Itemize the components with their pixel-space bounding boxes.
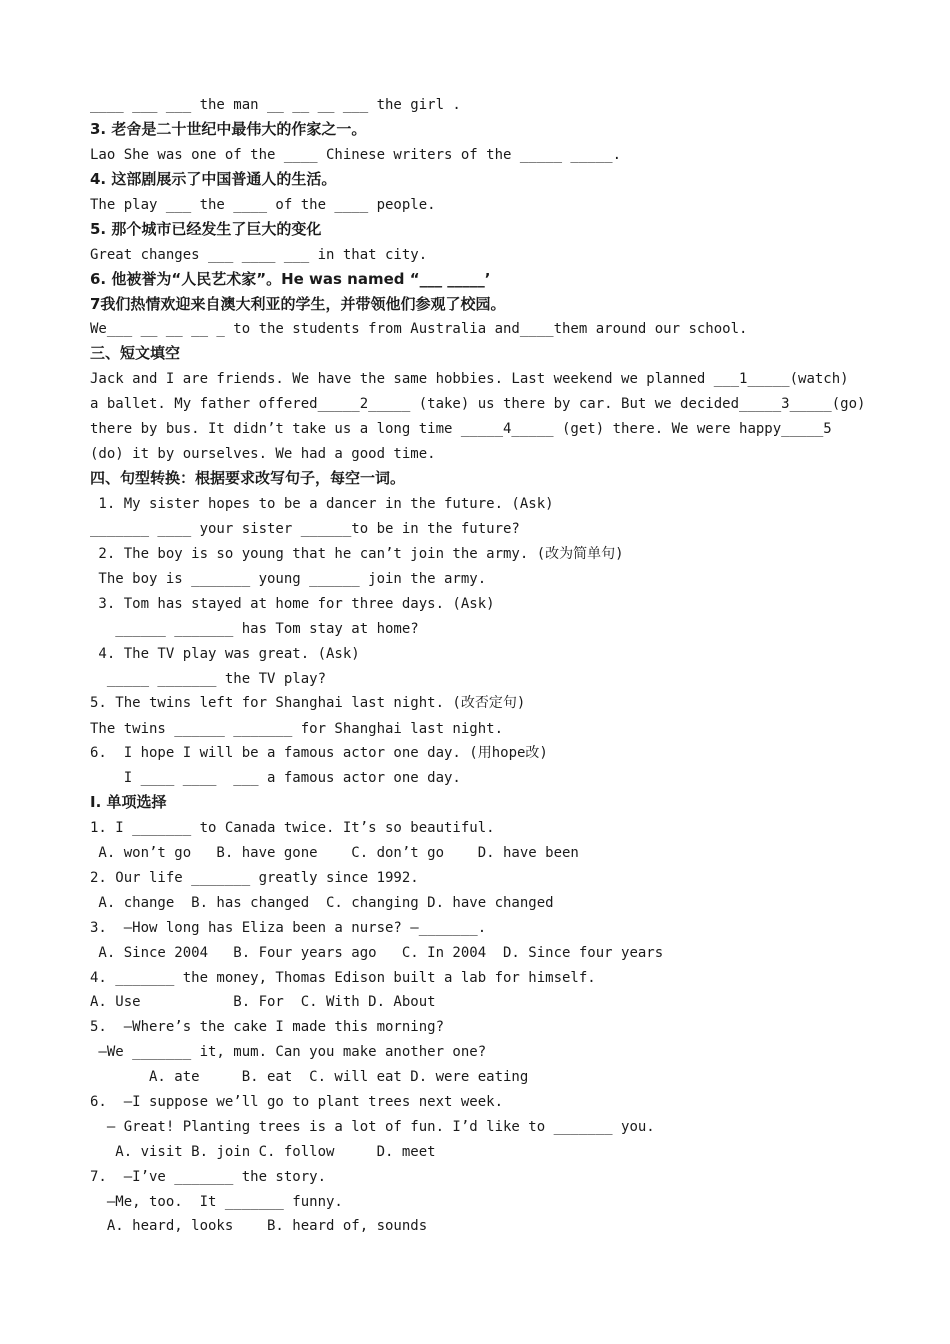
line-08: 6. 他被誉为“人民艺术家”。He was named “___ _____’ [90, 270, 491, 288]
line-22: ______ _______ has Tom stay at home? [90, 621, 419, 637]
line-40: A. ate B. eat C. will eat D. were eating [90, 1069, 529, 1085]
line-35: A. Since 2004 B. Four years ago C. In 2004 D. Since four years [90, 945, 664, 961]
line-30: 1. I _______ to Canada twice. It’s so beautiful. [90, 820, 495, 836]
line-09: 7我们热情欢迎来自澳大利亚的学生，并带领他们参观了校园。 [90, 295, 506, 313]
line-46: A. heard, looks B. heard of, sounds [90, 1218, 428, 1234]
line-36: 4. _______ the money, Thomas Edison built a lab for himself. [90, 970, 596, 986]
line-41: 6. –I suppose we’ll go to plant trees next week. [90, 1094, 504, 1110]
line-28: I ____ ____ ___ a famous actor one day. [90, 770, 461, 786]
line-25: 5. The twins left for Shanghai last night. (改否定句) [90, 695, 526, 711]
line-33: A. change B. has changed C. changing D. have changed [90, 895, 554, 911]
line-06: 5. 那个城市已经发生了巨大的变化 [90, 220, 322, 238]
line-23: 4. The TV play was great. (Ask) [90, 646, 360, 662]
line-02: 3. 老舍是二十世纪中最伟大的作家之一。 [90, 120, 367, 138]
line-26: The twins ______ _______ for Shanghai last night. [90, 721, 504, 737]
line-17: 1. My sister hopes to be a dancer in the future. (Ask) [90, 496, 554, 512]
line-43: A. visit B. join C. follow D. meet [90, 1144, 436, 1160]
line-34: 3. –How long has Eliza been a nurse? –_______. [90, 920, 487, 936]
line-07: Great changes ___ ____ ___ in that city. [90, 247, 428, 263]
section-heading-4: 四、句型转换：根据要求改写句子，每空一词。 [90, 469, 406, 487]
line-13: a ballet. My father offered_____2_____ (take) us there by car. But we decided_____3_____(go) [90, 396, 866, 412]
line-32: 2. Our life _______ greatly since 1992. [90, 870, 419, 886]
section-heading-3: 三、短文填空 [90, 344, 181, 362]
line-15: (do) it by ourselves. We had a good time. [90, 446, 436, 462]
line-37: A. Use B. For C. With D. About [90, 994, 436, 1010]
line-04: 4. 这部剧展示了中国普通人的生活。 [90, 170, 337, 188]
line-31: A. won’t go B. have gone C. don’t go D. have been [90, 845, 579, 861]
line-14: there by bus. It didn’t take us a long time _____4_____ (get) there. We were happy_____5 [90, 421, 832, 437]
section-heading-mc: I. 单项选择 [90, 793, 167, 811]
line-39: –We _______ it, mum. Can you make another one? [90, 1044, 487, 1060]
line-05: The play ___ the ____ of the ____ people. [90, 197, 436, 213]
line-44: 7. –I’ve _______ the story. [90, 1169, 327, 1185]
line-18: _______ ____ your sister ______to be in the future? [90, 521, 520, 537]
line-12: Jack and I are friends. We have the same hobbies. Last weekend we planned ___1_____(watch) [90, 371, 849, 387]
line-10: We___ __ __ __ _ to the students from Australia and____them around our school. [90, 321, 748, 337]
line-20: The boy is _______ young ______ join the army. [90, 571, 487, 587]
line-21: 3. Tom has stayed at home for three days. (Ask) [90, 596, 495, 612]
line-27: 6. I hope I will be a famous actor one day. (用hope改) [90, 745, 548, 761]
line-01: ____ ___ ___ the man __ __ __ ___ the girl . [90, 97, 461, 113]
line-24: _____ _______ the TV play? [90, 671, 327, 687]
line-38: 5. –Where’s the cake I made this morning? [90, 1019, 445, 1035]
line-03: Lao She was one of the ____ Chinese writers of the _____ _____. [90, 147, 622, 163]
line-42: – Great! Planting trees is a lot of fun. I’d like to _______ you. [90, 1119, 655, 1135]
line-19: 2. The boy is so young that he can’t join the army. (改为简单句) [90, 546, 624, 562]
line-45: –Me, too. It _______ funny. [90, 1194, 343, 1210]
